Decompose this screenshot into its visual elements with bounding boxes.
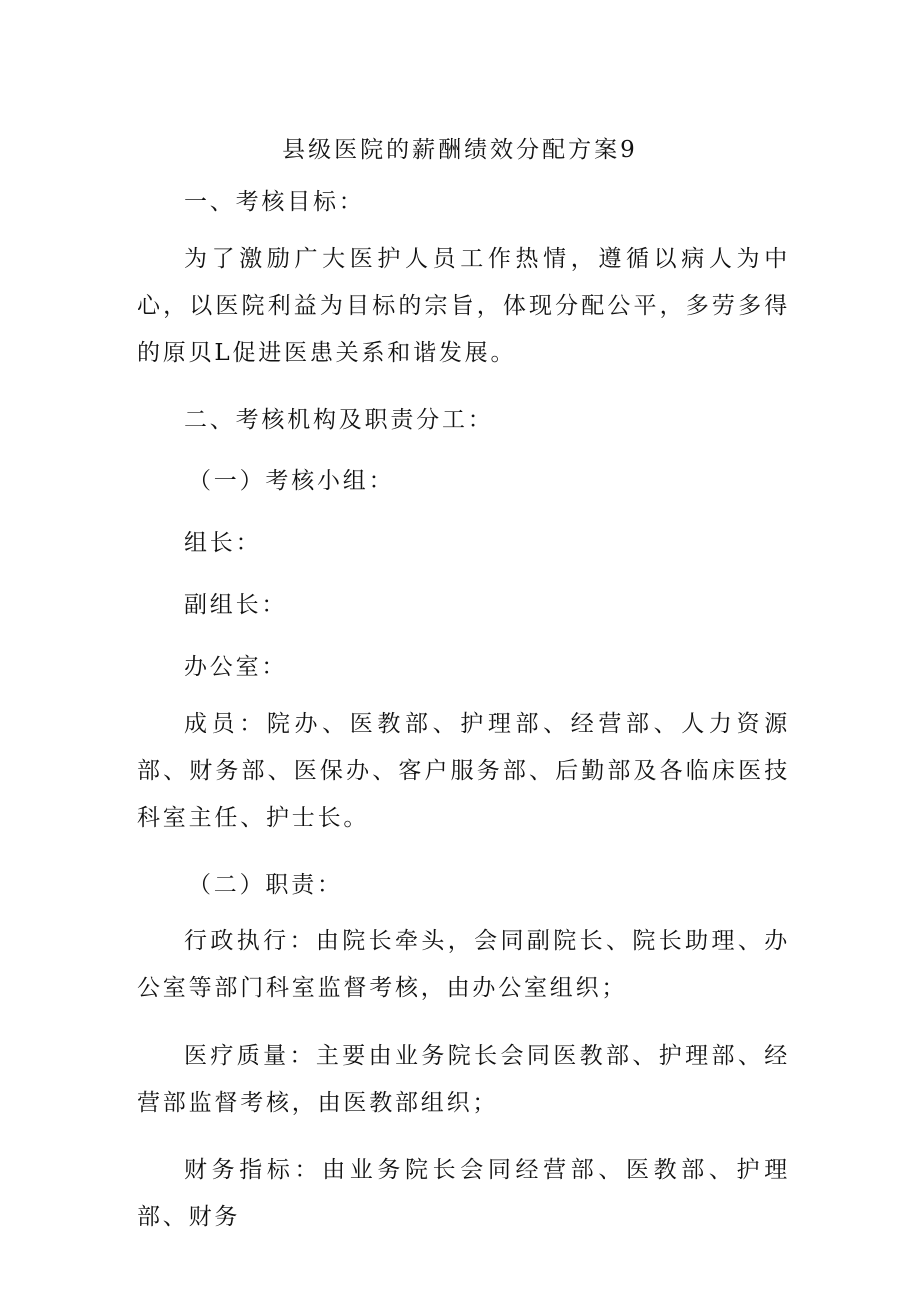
paragraph-goals: 为了激励广大医护人员工作热情，遵循以病人为中心，以医院利益为目标的宗旨，体现分配公平，多劳多得的原贝L促进医患关系和谐发展。 bbox=[137, 246, 790, 366]
paragraph-duty-quality: 医疗质量：主要由业务院长会同医教部、护理部、经营部监督考核，由医教部组织； bbox=[137, 1043, 790, 1116]
paragraph-duty-admin: 行政执行：由院长牵头，会同副院长、院长助理、办公室等部门科室监督考核，由办公室组织； bbox=[137, 928, 790, 1001]
document-title: 县级医院的薪酬绩效分配方案9 bbox=[282, 137, 638, 163]
sub-heading-group: （一）考核小组： bbox=[188, 468, 395, 494]
office-label: 办公室： bbox=[184, 654, 288, 680]
deputy-leader-label: 副组长： bbox=[184, 592, 288, 618]
section-heading-organization: 二、考核机构及职责分工： bbox=[184, 407, 494, 433]
section-heading-goals: 一、考核目标： bbox=[184, 189, 365, 215]
paragraph-members: 成员：院办、医教部、护理部、经营部、人力资源部、财务部、医保办、客户服务部、后勤部及各临床医技科室主任、护士长。 bbox=[137, 711, 790, 831]
sub-heading-duties: （二）职责： bbox=[188, 872, 343, 898]
leader-label: 组长： bbox=[184, 530, 262, 556]
paragraph-duty-finance: 财务指标：由业务院长会同经营部、医教部、护理部、财务 bbox=[137, 1157, 790, 1230]
